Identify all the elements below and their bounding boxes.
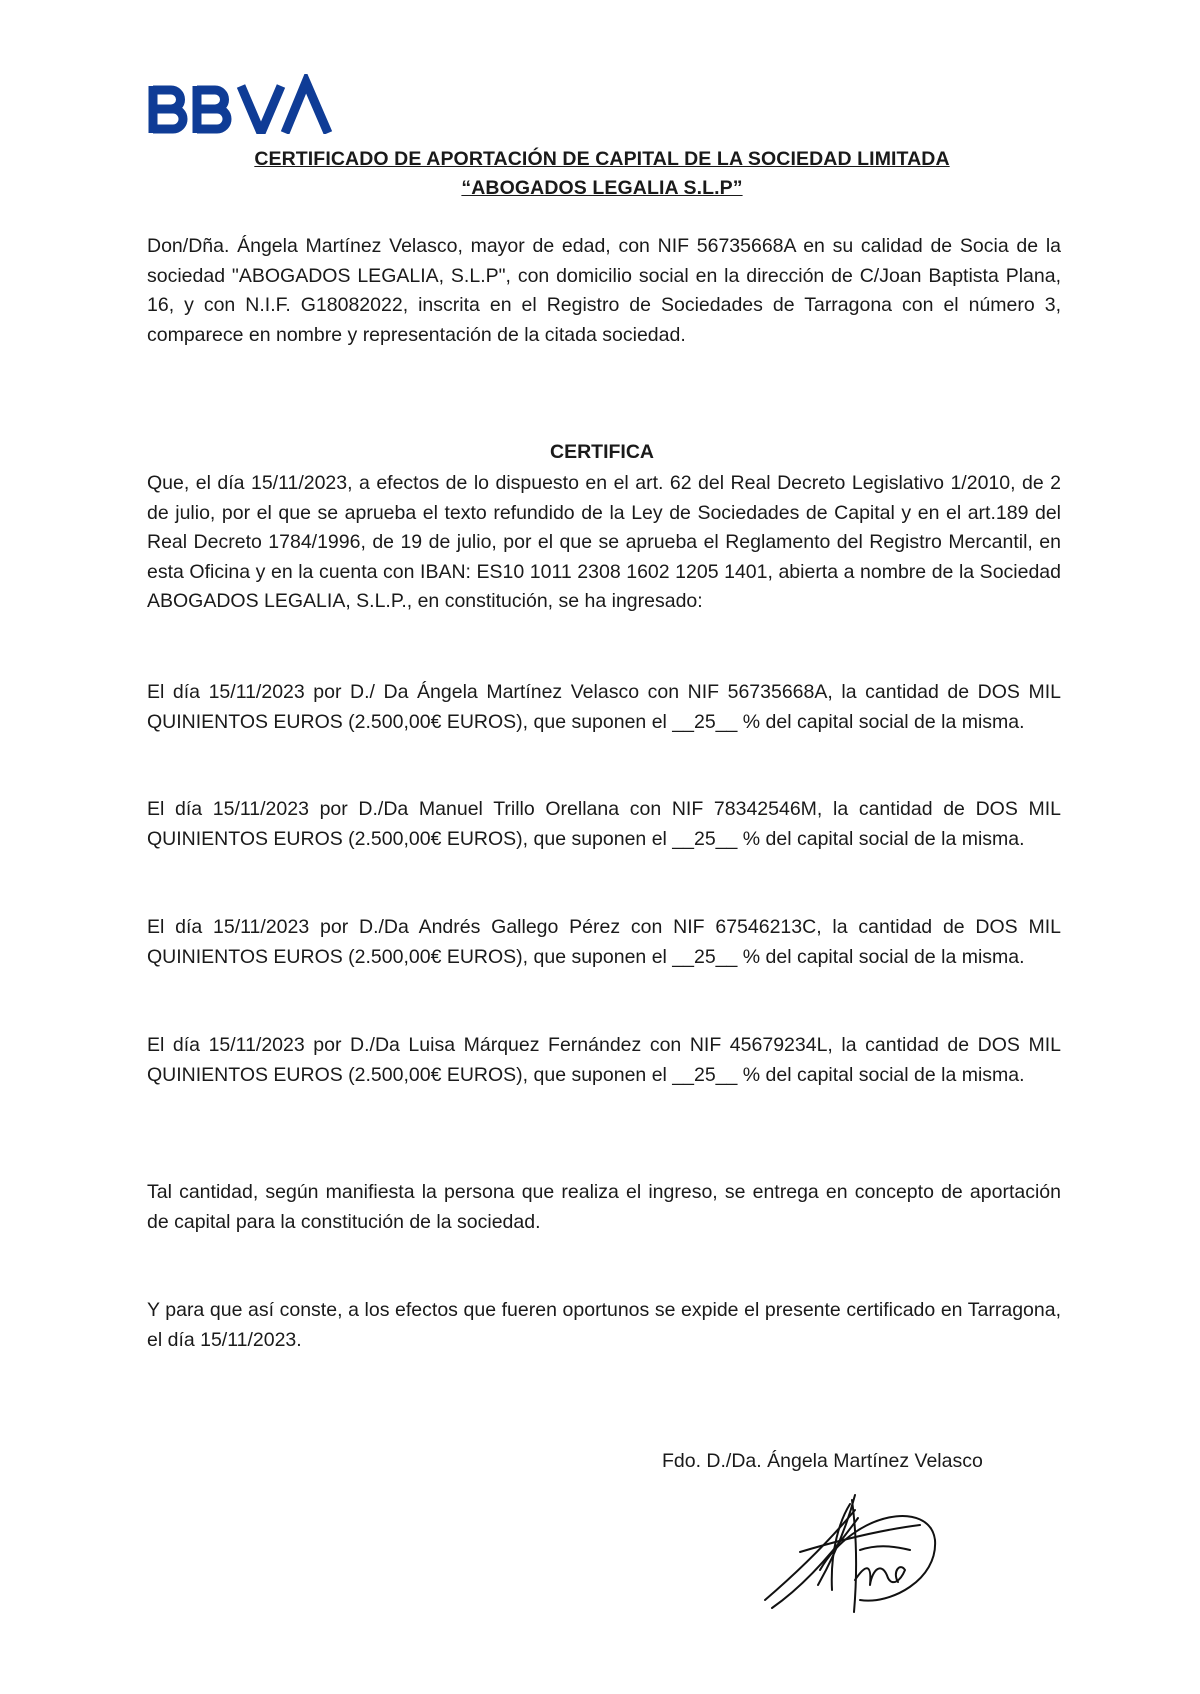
- handwritten-signature: [760, 1490, 940, 1620]
- certifica-paragraph: Que, el día 15/11/2023, a efectos de lo dispuesto en el art. 62 del Real Decreto Legislativo 1/2010, de 2 de julio, por el que se aprueba el texto refundido de la Ley de Sociedades de Capital y en el art.189 del Real Decreto 1784/1996, de 19 de julio, por el que se aprueba el Reglamento del Registro Mercantil, en esta Oficina y en la cuenta con IBAN: ES10 1011 2308 1602 1205 1401, abierta a nombre de la Sociedad ABOGADOS LEGALIA, S.L.P., en constitución, se ha ingresado:: [147, 472, 1061, 613]
- concept-paragraph: Tal cantidad, según manifiesta la persona que realiza el ingreso, se entrega en concepto de aportación de capital para la constitución de la sociedad.: [147, 1181, 1061, 1233]
- contribution-paragraph-4: El día 15/11/2023 por D./Da Luisa Márquez Fernández con NIF 45679234L, la cantidad de DOS MIL QUINIENTOS EUROS (2.500,00€ EUROS), que suponen el __25__ % del capital social de la misma.: [147, 1034, 1061, 1086]
- contribution-paragraph-3: El día 15/11/2023 por D./Da Andrés Gallego Pérez con NIF 67546213C, la cantidad de DOS MIL QUINIENTOS EUROS (2.500,00€ EUROS), que suponen el __25__ % del capital social de la misma.: [147, 916, 1061, 968]
- document-title-line-2: “ABOGADOS LEGALIA S.L.P”: [461, 177, 743, 199]
- certifica-heading: CERTIFICA: [550, 441, 654, 463]
- document-title-line-1: CERTIFICADO DE APORTACIÓN DE CAPITAL DE LA SOCIEDAD LIMITADA: [254, 148, 950, 170]
- contribution-paragraph-2: El día 15/11/2023 por D./Da Manuel Trillo Orellana con NIF 78342546M, la cantidad de DOS MIL QUINIENTOS EUROS (2.500,00€ EUROS), que suponen el __25__ % del capital social de la misma.: [147, 798, 1061, 850]
- closing-paragraph: Y para que así conste, a los efectos que fueren oportunos se expide el presente certificado en Tarragona, el día 15/11/2023.: [147, 1299, 1061, 1351]
- intro-paragraph: Don/Dña. Ángela Martínez Velasco, mayor de edad, con NIF 56735668A en su calidad de Socia de la sociedad "ABOGADOS LEGALIA, S.L.P", con domicilio social en la dirección de C/Joan Baptista Plana, 16, y con N.I.F. G18082022, inscrita en el Registro de Sociedades de Tarragona con el número 3, comparece en nombre y representación de la citada sociedad.: [147, 235, 1061, 346]
- contribution-paragraph-1: El día 15/11/2023 por D./ Da Ángela Martínez Velasco con NIF 56735668A, la cantidad de DOS MIL QUINIENTOS EUROS (2.500,00€ EUROS), que suponen el __25__ % del capital social de la misma.: [147, 681, 1061, 733]
- bbva-logo: [148, 74, 333, 134]
- signer-name: Fdo. D./Da. Ángela Martínez Velasco: [662, 1450, 983, 1472]
